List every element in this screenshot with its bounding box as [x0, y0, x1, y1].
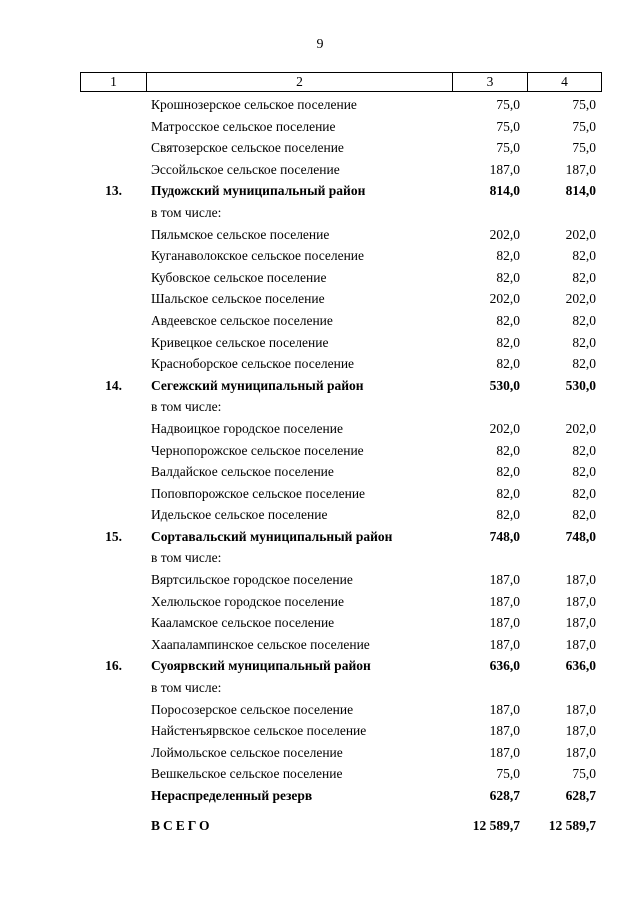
- table-row: [80, 267, 602, 289]
- row-value-col3: 187,0: [489, 636, 520, 652]
- table-row: [80, 569, 602, 591]
- row-value-col3: 82,0: [496, 248, 520, 264]
- table-row: [80, 375, 602, 397]
- row-name: Суоярвский муниципальный район: [151, 658, 371, 674]
- table-row: [80, 224, 602, 246]
- table-row: [80, 504, 602, 526]
- row-value-col4: 187,0: [565, 744, 596, 760]
- table-row: [80, 202, 602, 224]
- row-name: Чернопорожское сельское поселение: [151, 442, 364, 458]
- row-value-col4: 202,0: [565, 226, 596, 242]
- total-label: ВСЕГО: [151, 817, 213, 833]
- row-value-col4: 748,0: [565, 528, 596, 544]
- row-name: в том числе:: [151, 680, 222, 696]
- table-row: [80, 310, 602, 332]
- row-value-col3: 748,0: [489, 528, 520, 544]
- row-value-col3: 75,0: [496, 118, 520, 134]
- table-row: [80, 655, 602, 677]
- row-name: Пудожский муниципальный район: [151, 183, 366, 199]
- table-row: [80, 159, 602, 181]
- row-value-col4: 814,0: [565, 183, 596, 199]
- row-value-col4: 75,0: [572, 97, 596, 112]
- row-number: 15.: [105, 528, 122, 544]
- table-row: [80, 353, 602, 375]
- row-name: Поросозерское сельское поселение: [151, 701, 354, 717]
- row-name: Кубовское сельское поселение: [151, 269, 327, 285]
- row-name: Кааламское сельское поселение: [151, 615, 335, 631]
- table-row: [80, 418, 602, 440]
- row-value-col4: 202,0: [565, 420, 596, 436]
- total-value-col3: 12 589,7: [472, 817, 520, 833]
- row-value-col4: 75,0: [572, 140, 596, 156]
- row-value-col4: 628,7: [565, 788, 596, 803]
- row-name: Хелюльское городское поселение: [151, 593, 344, 609]
- row-number: 16.: [105, 658, 122, 674]
- header-col-1: 1: [81, 73, 147, 91]
- row-value-col4: 530,0: [565, 377, 596, 393]
- row-name: Шальское сельское поселение: [151, 291, 325, 307]
- row-name: в том числе:: [151, 204, 222, 220]
- row-name: Вяртсильское городское поселение: [151, 572, 353, 588]
- row-value-col4: 187,0: [565, 636, 596, 652]
- row-name: Крошнозерское сельское поселение: [151, 97, 357, 112]
- row-value-col4: 82,0: [572, 356, 596, 372]
- table-row: [80, 677, 602, 699]
- row-name: Идельское сельское поселение: [151, 507, 328, 523]
- table-row: [80, 763, 602, 785]
- table-row: [80, 180, 602, 202]
- table-row: [80, 288, 602, 310]
- row-value-col3: 187,0: [489, 723, 520, 739]
- row-value-col3: 636,0: [489, 658, 520, 674]
- row-value-col3: 187,0: [489, 701, 520, 717]
- row-name: Матросское сельское поселение: [151, 118, 336, 134]
- table-header: [80, 72, 602, 92]
- row-name: Сортавальский муниципальный район: [151, 528, 393, 544]
- row-value-col3: 75,0: [496, 97, 520, 112]
- total-row: [80, 815, 602, 837]
- table-row: [80, 547, 602, 569]
- row-name: в том числе:: [151, 550, 222, 566]
- table-body: [80, 94, 602, 836]
- row-value-col3: 82,0: [496, 269, 520, 285]
- table-row: [80, 526, 602, 548]
- table-row: [80, 396, 602, 418]
- table-row: [80, 137, 602, 159]
- row-value-col3: 202,0: [489, 420, 520, 436]
- row-value-col4: 187,0: [565, 701, 596, 717]
- row-value-col4: 82,0: [572, 334, 596, 350]
- row-value-col4: 82,0: [572, 269, 596, 285]
- row-name: в том числе:: [151, 399, 222, 415]
- row-value-col3: 187,0: [489, 572, 520, 588]
- row-value-col4: 187,0: [565, 723, 596, 739]
- header-col-2: 2: [147, 73, 453, 91]
- row-value-col3: 202,0: [489, 291, 520, 307]
- table-row: [80, 245, 602, 267]
- row-value-col4: 82,0: [572, 442, 596, 458]
- row-value-col3: 202,0: [489, 226, 520, 242]
- row-value-col4: 82,0: [572, 507, 596, 523]
- row-value-col3: 82,0: [496, 356, 520, 372]
- row-name: Эссойльское сельское поселение: [151, 161, 340, 177]
- row-value-col4: 82,0: [572, 485, 596, 501]
- table-row: [80, 483, 602, 505]
- table-row: [80, 785, 602, 807]
- table-row: [80, 116, 602, 138]
- row-value-col3: 82,0: [496, 442, 520, 458]
- row-value-col3: 82,0: [496, 312, 520, 328]
- row-name: Красноборское сельское поселение: [151, 356, 355, 372]
- row-name: Вешкельское сельское поселение: [151, 766, 343, 782]
- row-value-col3: 187,0: [489, 744, 520, 760]
- table-row: [80, 591, 602, 613]
- row-value-col3: 82,0: [496, 485, 520, 501]
- row-value-col3: 187,0: [489, 615, 520, 631]
- row-value-col3: 75,0: [496, 766, 520, 782]
- row-value-col4: 75,0: [572, 766, 596, 782]
- row-name: Кривецкое сельское поселение: [151, 334, 329, 350]
- row-value-col3: 530,0: [489, 377, 520, 393]
- row-value-col3: 82,0: [496, 334, 520, 350]
- row-value-col3: 187,0: [489, 161, 520, 177]
- row-name: Пяльмское сельское поселение: [151, 226, 330, 242]
- row-value-col3: 628,7: [489, 788, 520, 803]
- table-row: [80, 720, 602, 742]
- row-name: Надвоицкое городское поселение: [151, 420, 343, 436]
- row-number: 13.: [105, 183, 122, 199]
- table-row: [80, 461, 602, 483]
- row-name: Валдайское сельское поселение: [151, 464, 334, 480]
- row-value-col3: 75,0: [496, 140, 520, 156]
- table-row: [80, 699, 602, 721]
- row-value-col4: 82,0: [572, 248, 596, 264]
- row-value-col4: 187,0: [565, 572, 596, 588]
- row-value-col4: 82,0: [572, 312, 596, 328]
- row-value-col3: 82,0: [496, 464, 520, 480]
- row-value-col3: 82,0: [496, 507, 520, 523]
- row-name: Сегежский муниципальный район: [151, 377, 364, 393]
- table-row: [80, 634, 602, 656]
- row-value-col4: 82,0: [572, 464, 596, 480]
- row-value-col3: 814,0: [489, 183, 520, 199]
- table-row: [80, 440, 602, 462]
- row-value-col4: 202,0: [565, 291, 596, 307]
- row-name: Куганаволокское сельское поселение: [151, 248, 365, 264]
- header-col-3: 3: [453, 73, 528, 91]
- table-row: [80, 94, 602, 116]
- table-row: [80, 332, 602, 354]
- row-name: Лоймольское сельское поселение: [151, 744, 343, 760]
- row-value-col4: 187,0: [565, 161, 596, 177]
- row-name: Поповпорожское сельское поселение: [151, 485, 366, 501]
- row-value-col4: 187,0: [565, 593, 596, 609]
- row-name: Святозерское сельское поселение: [151, 140, 344, 156]
- header-col-4: 4: [561, 74, 568, 89]
- row-value-col4: 187,0: [565, 615, 596, 631]
- row-number: 14.: [105, 377, 122, 393]
- row-name: Авдеевское сельское поселение: [151, 312, 333, 328]
- table-row: [80, 612, 602, 634]
- row-value-col4: 636,0: [565, 658, 596, 674]
- table-row: [80, 742, 602, 764]
- row-name: Хаапалампинское сельское поселение: [151, 636, 370, 652]
- row-name: Нераспределенный резерв: [151, 788, 313, 803]
- total-value-col4: 12 589,7: [548, 817, 596, 833]
- row-value-col4: 75,0: [572, 118, 596, 134]
- page-number: 9: [316, 37, 324, 52]
- row-name: Найстенъярвское сельское поселение: [151, 723, 367, 739]
- row-value-col3: 187,0: [489, 593, 520, 609]
